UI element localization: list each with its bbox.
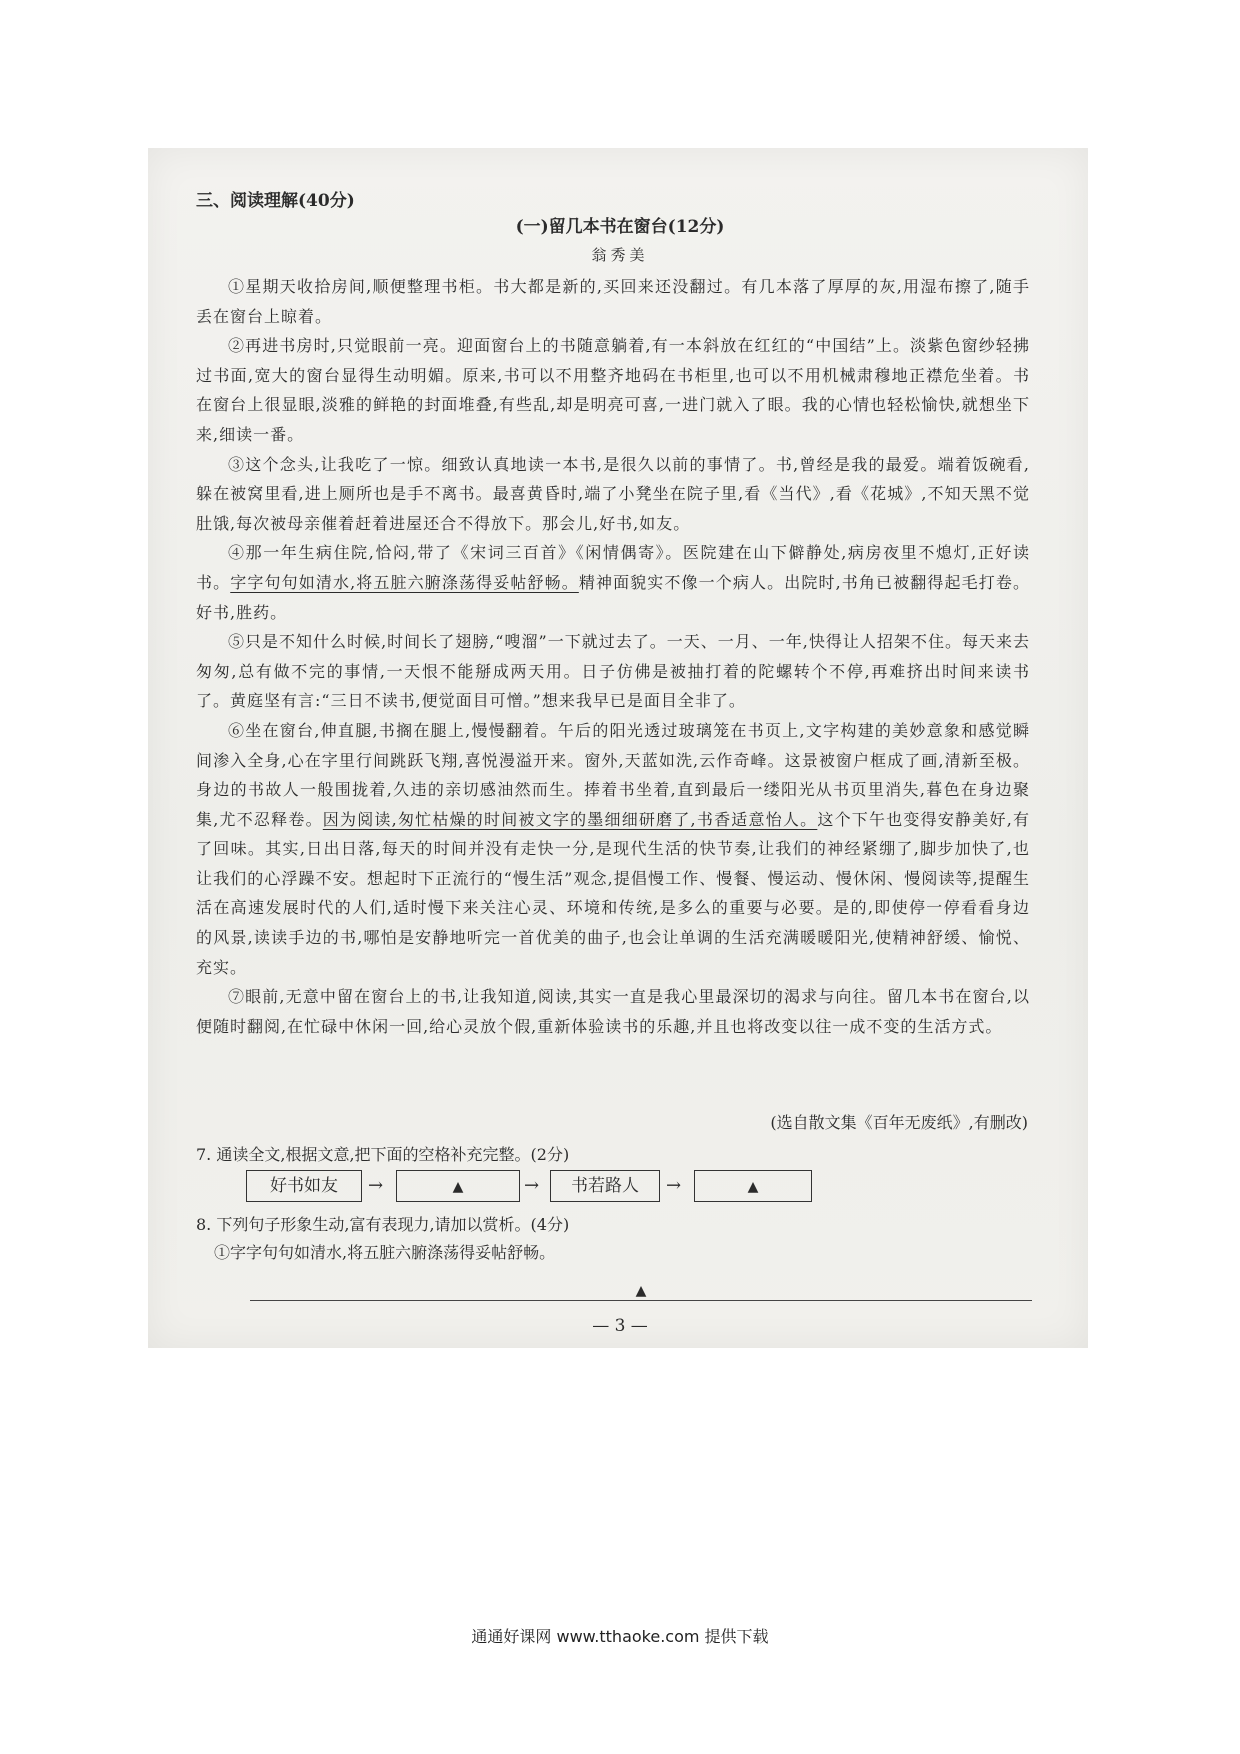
paragraph-6-text-a: ⑥坐在窗台,伸直腿,书搁在腿上,慢慢翻着。午后的阳光透过玻璃笼在书页上,文字构建的美妙意象和感觉瞬间渗入全身,心在字里行间跳跃飞翔,喜悦漫溢开来。窗外,天蓝如洗,云作奇峰。这景被窗户框成了画,清新至极。身边的书故人一般围拢着,久违的亲切感油然而生。捧着书坐着,直到最后一缕阳光从书页里消失,暮色在身边聚集,尤不忍释卷。 bbox=[196, 720, 1030, 829]
flow-box-3: 书若路人 bbox=[550, 1170, 660, 1202]
page-number: — 3 — bbox=[592, 1316, 648, 1336]
underlined-sentence-1: 字字句句如清水,将五脏六腑涤荡得妥帖舒畅。 bbox=[230, 572, 579, 592]
article-source: (选自散文集《百年无废纸》,有删改) bbox=[770, 1113, 1028, 1132]
flow-box-2-answer[interactable] bbox=[396, 1170, 520, 1202]
paragraph-1: ①星期天收拾房间,顺便整理书柜。书大都是新的,买回来还没翻过。有几本落了厚厚的灰,用湿布擦了,随手丢在窗台上晾着。 bbox=[196, 277, 1030, 326]
flow-box-4-answer[interactable] bbox=[694, 1170, 812, 1202]
arrow-icon: → bbox=[666, 1175, 682, 1196]
paragraph-6 bbox=[196, 716, 1030, 982]
paragraph-3: ③这个念头,让我吃了一惊。细致认真地读一本书,是很久以前的事情了。书,曾经是我的最爱。端着饭碗看,躲在被窝里看,进上厕所也是手不离书。最喜黄昏时,端了小凳坐在院子里,看《当代》,看《花城》,不知天黑不觉肚饿,每次被母亲催着赶着进屋还合不得放下。那会儿,好书,如友。 bbox=[196, 454, 1030, 533]
article-body bbox=[196, 272, 1030, 1041]
underlined-sentence-2: 因为阅读,匆忙枯燥的时间被文字的墨细细研磨了,书香适意怡人。 bbox=[322, 809, 818, 829]
article-title: (一)留几本书在窗台(12分) bbox=[515, 217, 725, 237]
flow-box-1: 好书如友 bbox=[246, 1170, 362, 1202]
article-author: 翁秀美 bbox=[591, 246, 649, 264]
paragraph-4 bbox=[196, 538, 1030, 627]
section-title: 三、阅读理解(40分) bbox=[196, 191, 355, 211]
question-7-prompt: 7. 通读全文,根据文意,把下面的空格补充完整。(2分) bbox=[196, 1145, 570, 1164]
paragraph-4-text-b: 精神面貌实不像一个病人。出院时,书角已被翻得起毛打卷。好书,胜药。 bbox=[196, 572, 1030, 622]
paragraph-5: ⑤只是不知什么时候,时间长了翅膀,“嗖溜”一下就过去了。一天、一月、一年,快得让人招架不住。每天来去匆匆,总有做不完的事情,一天恨不能掰成两天用。日子仿佛是被抽打着的陀螺转个不停,再难挤出时间来读书了。黄庭坚有言:“三日不读书,便觉面目可憎。”想来我早已是面目全非了。 bbox=[196, 632, 1030, 711]
question-8-item-1: ①字字句句如清水,将五脏六腑涤荡得妥帖舒畅。 bbox=[214, 1243, 556, 1262]
arrow-icon: → bbox=[368, 1175, 384, 1196]
arrow-icon: → bbox=[524, 1175, 540, 1196]
answer-line[interactable] bbox=[250, 1276, 1032, 1301]
paragraph-6-text-b: 这个下午也变得安静美好,有了回味。其实,日出日落,每天的时间并没有走快一分,是现代生活的快节奏,让我们的神经紧绷了,脚步加快了,也让我们的心浮躁不安。想起时下正流行的“慢生活”观念,提倡慢工作、慢餐、慢运动、慢休闲、慢阅读等,提醒生活在高速发展时代的人们,适时慢下来关注心灵、环境和传统,是多么的重要与必要。是的,即使停一停看看身边的风景,读读手边的书,哪怕是安静地听完一首优美的曲子,也会让单调的生活充满暖暖阳光,使精神舒缓、愉悦、充实。 bbox=[196, 809, 1030, 977]
answer-marker-icon: ▲ bbox=[452, 1179, 464, 1195]
answer-marker-icon: ▲ bbox=[635, 1283, 647, 1299]
footer-credit: 通通好课网 www.tthaoke.com 提供下载 bbox=[471, 1627, 769, 1646]
paragraph-4-text-a: ④那一年生病住院,恰闷,带了《宋词三百首》《闲情偶寄》。医院建在山下僻静处,病房夜里不熄灯,正好读书。 bbox=[196, 543, 1030, 592]
paragraph-2: ②再进书房时,只觉眼前一亮。迎面窗台上的书随意躺着,有一本斜放在红红的“中国结”上。淡紫色窗纱轻拂过书面,宽大的窗台显得生动明媚。原来,书可以不用整齐地码在书柜里,也可以不用机械肃穆地正襟危坐着。书在窗台上很显眼,淡雅的鲜艳的封面堆叠,有些乱,却是明亮可喜,一进门就入了眼。我的心情也轻松愉快,就想坐下来,细读一番。 bbox=[196, 336, 1030, 444]
question-8-prompt: 8. 下列句子形象生动,富有表现力,请加以赏析。(4分) bbox=[196, 1215, 570, 1234]
paragraph-7: ⑦眼前,无意中留在窗台上的书,让我知道,阅读,其实一直是我心里最深切的渴求与向往。留几本书在窗台,以便随时翻阅,在忙碌中休闲一回,给心灵放个假,重新体验读书的乐趣,并且也将改变以往一成不变的生活方式。 bbox=[196, 987, 1030, 1036]
answer-marker-icon: ▲ bbox=[747, 1179, 759, 1195]
